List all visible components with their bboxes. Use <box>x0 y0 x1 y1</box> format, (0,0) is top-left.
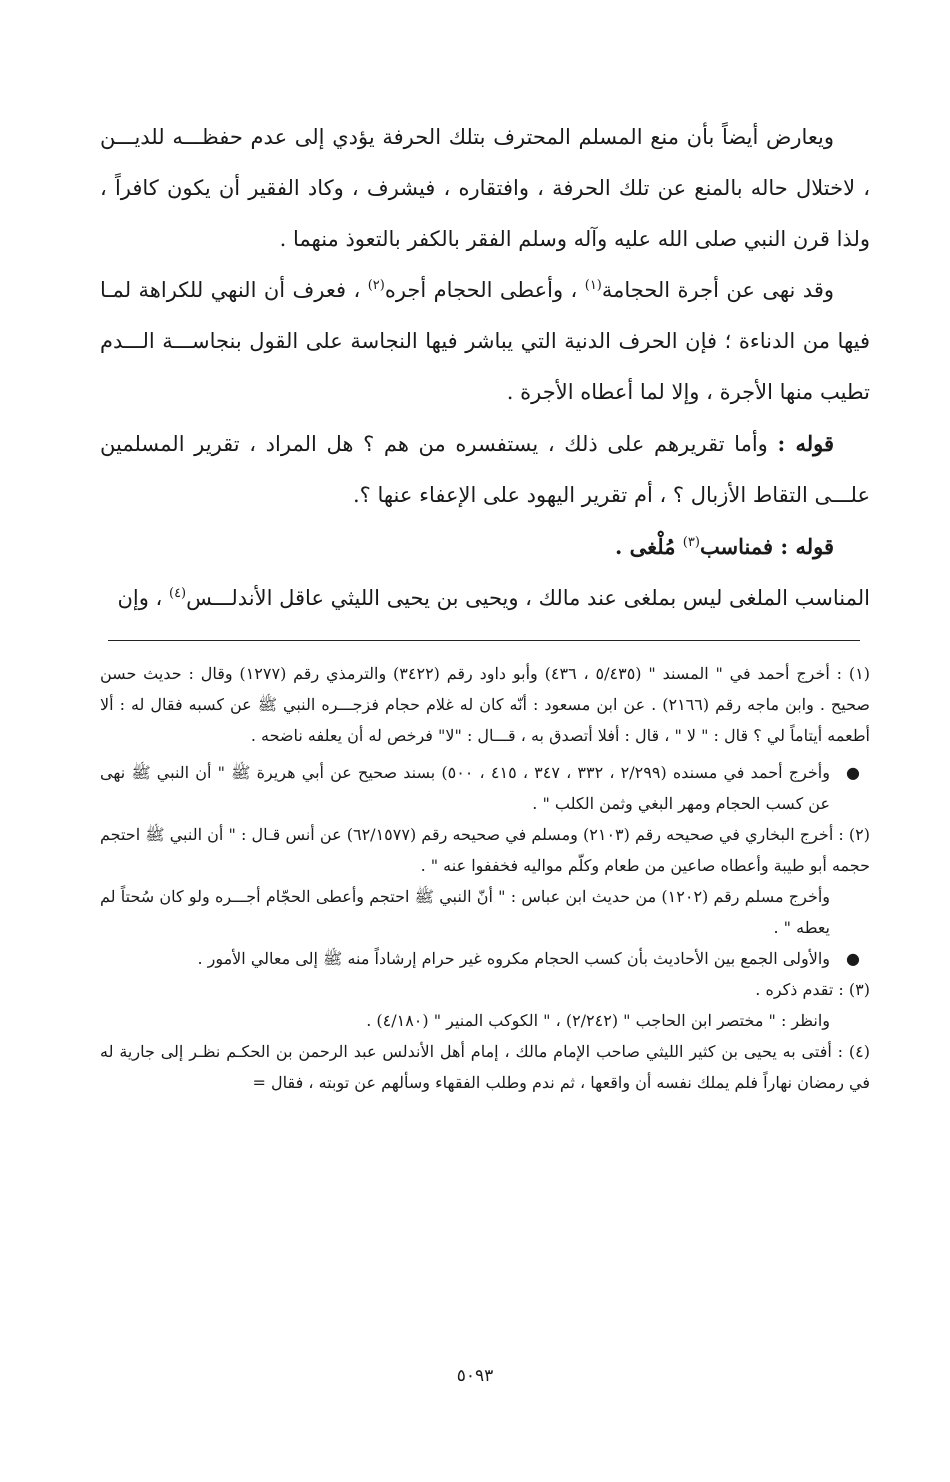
paragraph-5-text-a: المناسب الملغى ليس بملغى عند مالك ، ويحيى بن يحيى الليثي عاقل الأندلـــس <box>186 586 870 610</box>
paragraph-1: ويعارض أيضاً بأن منع المسلم المحترف بتلك الحرفة يؤدي إلى عدم حفظـــه للديـــن ، لاختلال حاله بالمنع عن تلك الحرفة ، وافتقاره ، فيشرف ، وكاد الفقير أن يكون كافراً ، ولذا قرن النبي صلى الله عليه وآله وسلم الفقر بالكفر بالتعوذ منهما . <box>100 125 870 251</box>
page-number: ٥٠٩٣ <box>456 1366 494 1386</box>
paragraph-5-text-b: ، وإن <box>117 586 169 610</box>
footnote-ref-2[interactable]: (٢) <box>367 278 385 293</box>
footnote-2-bullet <box>100 943 870 974</box>
footnote-1: (١) : أخرج أحمد في " المسند " (٥/٤٣٥ ، ٤٣٦) وأبو داود رقم (٣٤٢٢) والترمذي رقم (١٢٧٧) وقال : حديث حسن صحيح . وابن ماجه رقم (٢١٦٦) . عن ابن مسعود : أنّه كان له غلام حجام فزجـــره النبي ﷺ عن كسبه فقال له : ألا أطعمه أيتاماً لي ؟ قال : " لا " ، قال : أفلا أتصدق به ، قـــال : "لا" فرخص له أن يعلفه ناضحه . <box>100 664 870 745</box>
bullet-icon: ● <box>846 949 860 968</box>
footnote-2-continued: وأخرج مسلم رقم (١٢٠٢) من حديث ابن عباس : " أنّ النبي ﷺ احتجم وأعطى الحجّام أجـــره ولو كان سُحتاً لم يعطه " . <box>100 887 831 937</box>
paragraph-3-label: قوله : <box>777 431 835 456</box>
paragraph-3-text: وأما تقريرهم على ذلك ، يستفسره من هم ؟ هل المراد ، تقرير المسلمين علـــى التقاط الأزبال ؟ ، أم تقرير اليهود على الإعفاء عنها ؟. <box>100 432 870 507</box>
main-text <box>100 112 870 624</box>
footnote-1-bullet-text: وأخرج أحمد في مسنده (٢/٢٩٩ ، ٣٣٢ ، ٣٤٧ ، ٤١٥ ، ٥٠٠) بسند صحيح عن أبي هريرة ﷺ " أن النبي ﷺ نهى عن كسب الحجام ومهر البغي وثمن الكلب " . <box>100 763 830 813</box>
paragraph-5 <box>100 573 870 624</box>
paragraph-2-text-c: ، فعرف أن النهي للكراهة لمـا فيها من الدناءة ؛ فإن الحرف الدنية التي يباشر فيها النجاسة على القول بنجاســـة الـــدم تطيب منها الأجرة ، وإلا لما أعطاه الأجرة . <box>100 278 870 404</box>
footnotes <box>100 658 870 1098</box>
bullet-icon: ● <box>846 763 860 782</box>
paragraph-2-text-a: وقد نهى عن أجرة الحجامة <box>601 278 835 302</box>
footnote-3-continued: وانظر : " مختصر ابن الحاجب " (٢/٢٤٢) ، " الكوكب المنير " (٤/١٨٠) . <box>366 1011 830 1030</box>
paragraph-4-label: قوله : <box>780 534 834 559</box>
footnote-divider <box>108 640 860 641</box>
paragraph-2 <box>100 265 870 418</box>
paragraph-4-text-a: فمناسب <box>699 534 781 559</box>
footnote-2: (٢) : أخرج البخاري في صحيحه رقم (٢١٠٣) ومسلم في صحيحه رقم (٦٢/١٥٧٧) عن أنس قـال : " أن النبي ﷺ احتجم حجمه أبو طيبة وأعطاه صاعين من طعام وكلّم مواليه فخففوا عنه " . <box>100 825 870 875</box>
paragraph-2-text-b: ، وأعطى الحجام أجره <box>384 278 585 302</box>
footnote-2-bullet-text: والأولى الجمع بين الأحاديث بأن كسب الحجام مكروه غير حرام إرشاداً منه ﷺ إلى معالي الأمور . <box>197 949 830 968</box>
footnote-ref-1[interactable]: (١) <box>584 278 602 293</box>
paragraph-3 <box>100 418 870 521</box>
footnote-3: (٣) : تقدم ذكره . <box>755 980 870 999</box>
footnote-4: (٤) : أفتى به يحيى بن كثير الليثي صاحب الإمام مالك ، إمام أهل الأندلس عبد الرحمن بن الحكـم نظـر إلى جارية له في رمضان نهاراً فلم يملك نفسه أن واقعها ، ثم ندم وطلب الفقهاء وسألهم عن توبته ، فقال = <box>100 1042 870 1092</box>
footnote-1-bullet <box>100 757 870 819</box>
footnote-ref-4[interactable]: (٤) <box>168 586 187 601</box>
paragraph-4 <box>100 521 870 573</box>
paragraph-4-text-b: مُلْغى . <box>615 534 683 559</box>
footnote-ref-3[interactable]: (٣) <box>682 535 700 550</box>
